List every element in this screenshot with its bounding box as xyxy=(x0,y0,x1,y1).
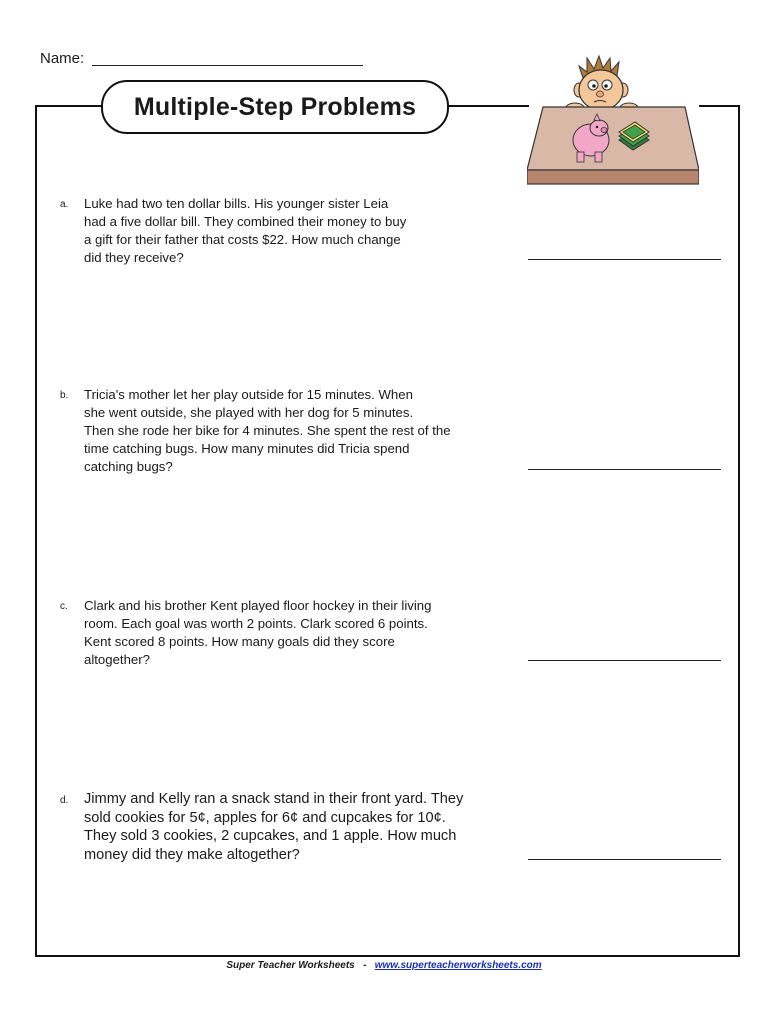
frame-border-bottom xyxy=(35,955,740,957)
name-field[interactable] xyxy=(92,65,363,66)
problem-letter: a. xyxy=(60,199,69,210)
frame-border-left xyxy=(35,105,37,956)
problem-letter: b. xyxy=(60,390,69,401)
answer-line-d[interactable] xyxy=(528,859,721,860)
problem-letter: c. xyxy=(60,601,68,612)
title-box xyxy=(101,80,449,134)
problem-text: Clark and his brother Kent played floor hockey in their living room. Each goal was worth 2 points. Clark scored 6 points. Kent scored 8 points. How many goals did they score altogether? xyxy=(84,598,432,667)
frame-border-right xyxy=(738,105,740,956)
answer-line-c[interactable] xyxy=(528,660,721,661)
problem-text: Jimmy and Kelly ran a snack stand in their front yard. They sold cookies for 5¢, apples for 6¢ and cupcakes for 10¢. They sold 3 cookies, 2 cupcakes, and 1 apple. How much money did they make altogether? xyxy=(84,791,464,863)
answer-line-a[interactable] xyxy=(528,259,721,260)
footer-separator: - xyxy=(363,960,367,971)
frame-border-top xyxy=(699,105,740,107)
footer-link[interactable]: www.superteacherworksheets.com xyxy=(374,960,542,971)
boy-at-desk-illustration xyxy=(527,52,699,186)
footer-brand: Super Teacher Worksheets xyxy=(226,960,355,971)
answer-line-b[interactable] xyxy=(528,469,721,470)
page-title: Multiple-Step Problems xyxy=(133,92,417,121)
problem-text: Tricia's mother let her play outside for 15 minutes. When she went outside, she played with her dog for 5 minutes. Then she rode her bike for 4 minutes. She spent the rest of the time catching bugs. How many minutes did Tricia spend catching bugs? xyxy=(84,387,451,474)
footer xyxy=(0,960,768,971)
problem-text: Luke had two ten dollar bills. His younger sister Leia had a five dollar bill. They combined their money to buy a gift for their father that costs $22. How much change did they receive? xyxy=(84,196,407,265)
name-label: Name: xyxy=(40,50,85,67)
problem-letter: d. xyxy=(60,795,69,806)
frame-border-top xyxy=(35,105,101,107)
frame-border-top xyxy=(449,105,529,107)
